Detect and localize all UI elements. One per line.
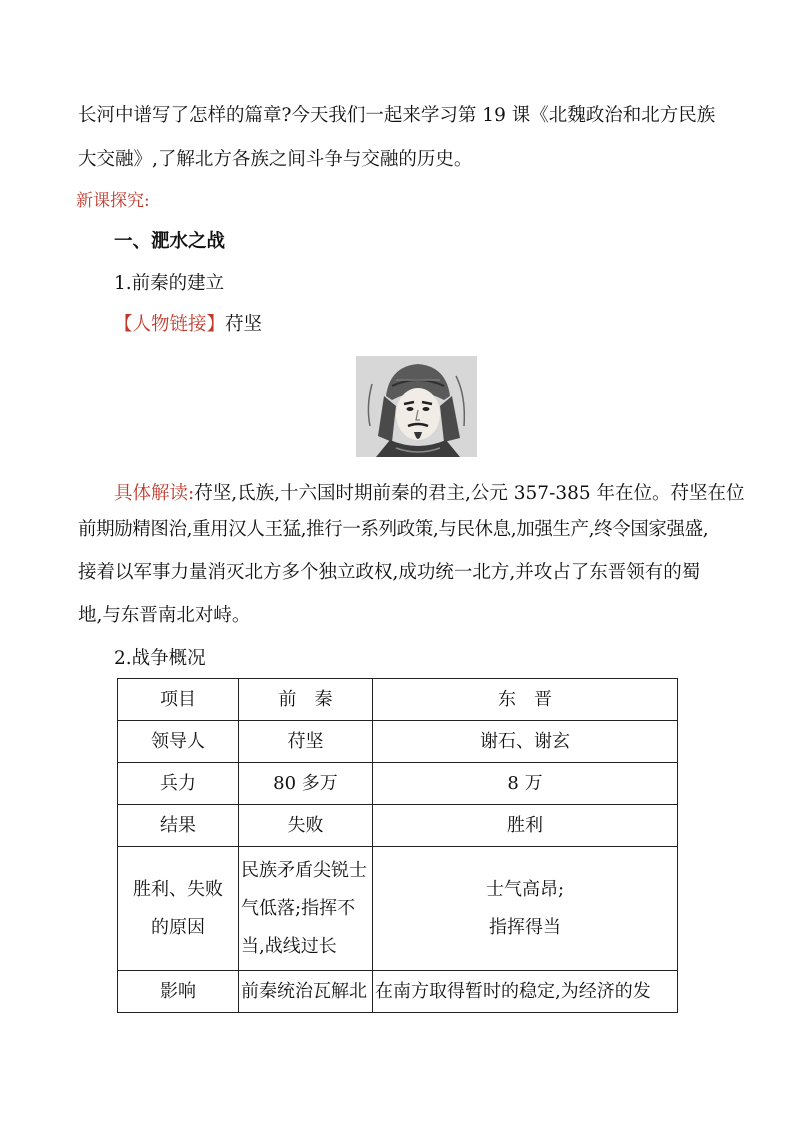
interpretation-line-1: [114, 482, 745, 506]
jin-impact-cell: [373, 971, 678, 1013]
jin-cell: 谢石、谢玄: [373, 721, 678, 763]
qin-impact-cell: [239, 971, 373, 1013]
jin-cell: 8 万: [373, 763, 678, 805]
section-title: 一、淝水之战: [114, 231, 226, 252]
jin-reason-line-1: 士气高昂;: [485, 878, 565, 900]
row-label: 兵力: [118, 763, 239, 805]
qin-cell: 苻坚: [239, 721, 373, 763]
jin-reason-line-2: 指挥得当: [489, 916, 561, 938]
table-row-reasons: [118, 847, 678, 971]
intro-line-2: 大交融》,了解北方各族之间斗争与交融的历史。: [78, 149, 473, 170]
impact-label: 影响: [118, 971, 239, 1013]
subsection-title-1: 1.前秦的建立: [114, 273, 225, 294]
table-row: [118, 805, 678, 847]
portrait-image: [356, 356, 477, 457]
interpretation-line-4: 地,与东晋南北对峙。: [78, 605, 251, 626]
row-label: 结果: [118, 805, 239, 847]
person-link-name: 苻坚: [225, 314, 263, 335]
table-row: [118, 763, 678, 805]
qin-cell: 失败: [239, 805, 373, 847]
person-link: [114, 313, 262, 337]
table-header-cell: 东 晋: [373, 679, 678, 721]
interpretation-line-2: 前期励精图治,重用汉人王猛,推行一系列政策,与民休息,加强生产,终令国家强盛,: [78, 519, 709, 540]
reasons-label: [118, 847, 239, 971]
table-header-cell: 前 秦: [239, 679, 373, 721]
table-row: [118, 721, 678, 763]
interpretation-line-3: 接着以军事力量消灭北方多个独立政权,成功统一北方,并攻占了东晋领有的蜀: [78, 562, 701, 583]
qin-reasons-cell: [239, 847, 373, 971]
jin-impact-text: 在南方取得暂时的稳定,为经济的发: [375, 980, 651, 1002]
reasons-label-line-1: 胜利、失败: [133, 878, 223, 900]
subsection-title-2: 2.战争概况: [114, 648, 206, 669]
qin-reason-line-3: 当,战线过长: [241, 935, 337, 957]
interpretation-label: 具体解读:: [114, 483, 195, 504]
portrait-illustration: [356, 356, 477, 457]
reasons-label-line-2: 的原因: [151, 916, 205, 938]
new-lesson-label: 新课探究:: [76, 191, 150, 211]
row-label: 领导人: [118, 721, 239, 763]
qin-impact-text: 前秦统治瓦解北: [241, 980, 367, 1002]
war-overview-table: [117, 678, 678, 1013]
intro-line-1: 长河中谱写了怎样的篇章?今天我们一起来学习第 19 课《北魏政治和北方民族: [78, 105, 716, 126]
qin-reason-line-1: 民族矛盾尖锐士: [241, 859, 367, 881]
qin-reason-line-2: 气低落;指挥不: [241, 897, 356, 919]
table-header-cell: 项目: [118, 679, 239, 721]
qin-cell: 80 多万: [239, 763, 373, 805]
person-link-tag: 【人物链接】: [114, 314, 226, 335]
jin-cell: 胜利: [373, 805, 678, 847]
jin-reasons-cell: [373, 847, 678, 971]
table-header-row: [118, 679, 678, 721]
interpretation-text-1: 苻坚,氐族,十六国时期前秦的君主,公元 357-385 年在位。苻坚在位: [194, 483, 745, 504]
table-row-impact: [118, 971, 678, 1013]
